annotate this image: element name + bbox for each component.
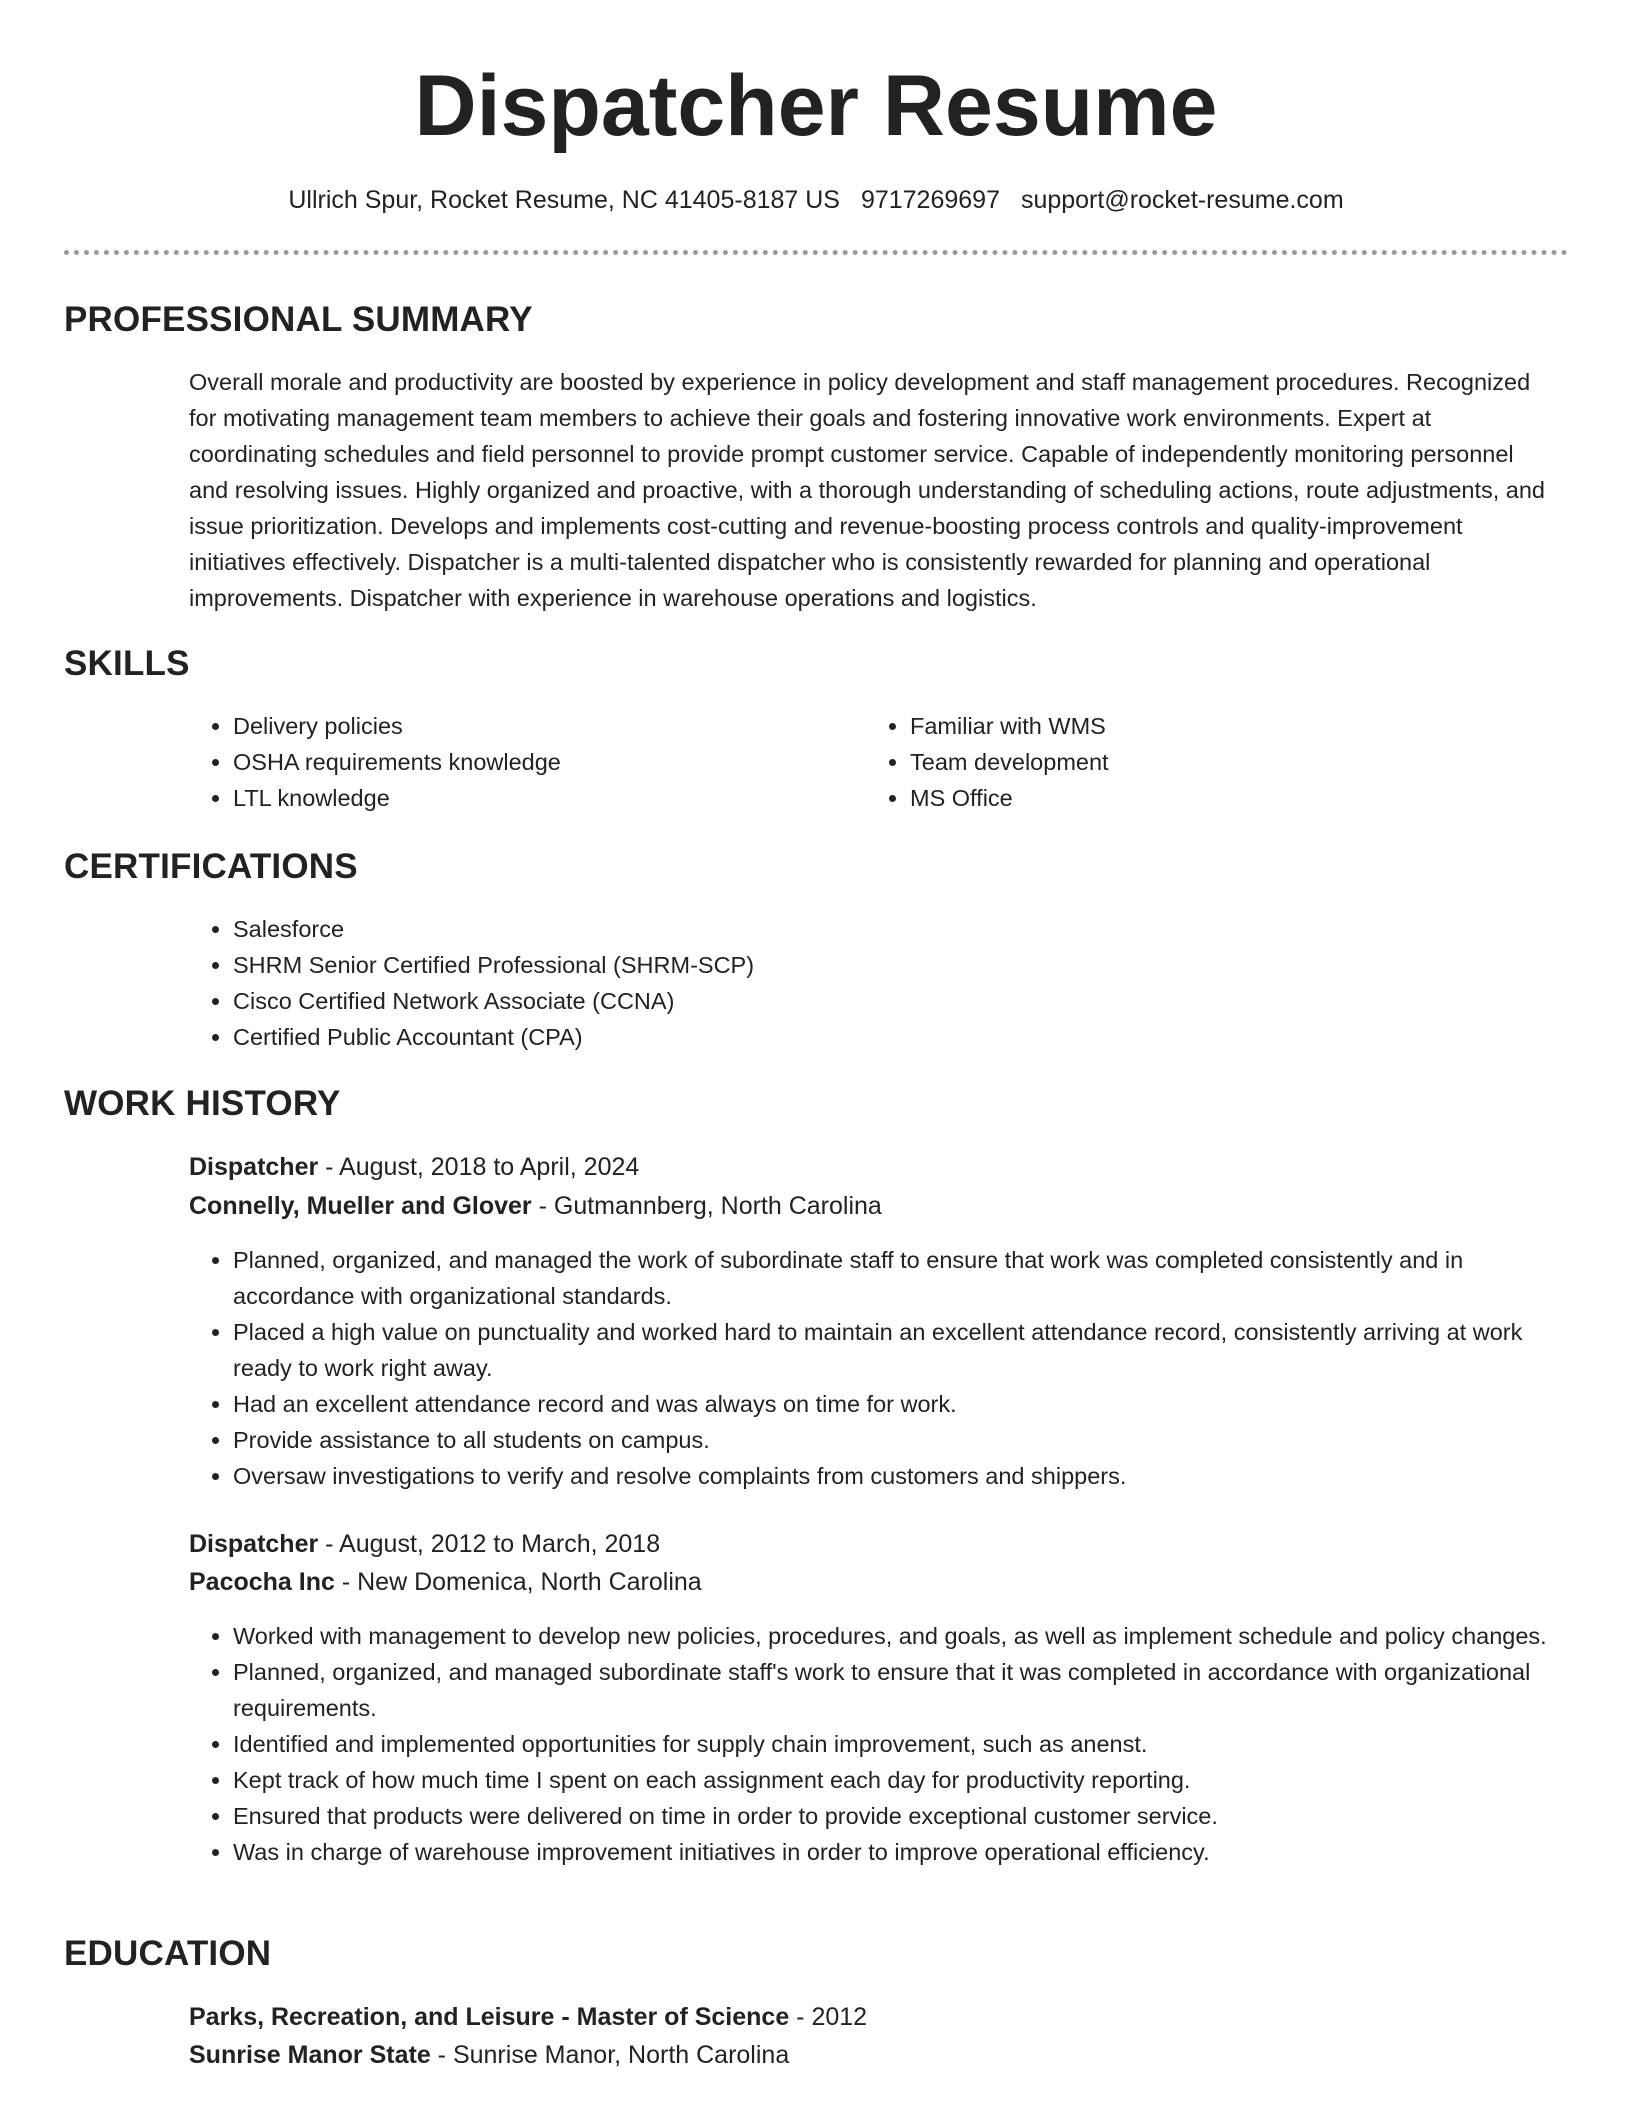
job-bullet: • Ensured that products were delivered on time in order to provide exceptional customer service. (233, 1798, 1569, 1834)
job-1-company-line (189, 1187, 882, 1225)
certification-item: • SHRM Senior Certified Professional (SHRM-SCP) (233, 947, 1569, 983)
education-degree: Parks, Recreation, and Leisure - Master of Science (189, 2003, 790, 2031)
skill-item: • Familiar with WMS (910, 708, 1466, 744)
contact-email: support@rocket-resume.com (1020, 186, 1344, 214)
education-heading: EDUCATION (64, 1934, 272, 1973)
certification-item: • Cisco Certified Network Associate (CCNA) (233, 983, 1569, 1019)
job-bullet: • Placed a high value on punctuality and worked hard to maintain an excellent attendance record, consistently arriving at work ready to work right away. (233, 1314, 1569, 1386)
job-1-title-line (189, 1148, 639, 1186)
education-school: Sunrise Manor State (189, 2041, 431, 2069)
job-2-title-line (189, 1525, 660, 1563)
summary-text: Overall morale and productivity are boosted by experience in policy development and staff management procedures. Recognized for motivating management team members to achieve their goals and fostering innovative work environments. Expert at coordinating schedules and field personnel to provide prompt customer service. Capable of independently monitoring personnel and resolving issues. Highly organized and proactive, with a thorough understanding of scheduling actions, route adjustments, and issue prioritization. Develops and implements cost-cutting and revenue-boosting process controls and quality-improvement initiatives effectively. Dispatcher is a multi-talented dispatcher who is consistently rewarded for planning and operational improvements. Dispatcher with experience in warehouse operations and logistics. (189, 369, 1546, 611)
education-location: - Sunrise Manor, North Carolina (430, 2041, 790, 2069)
job-bullet: • Planned, organized, and managed subordinate staff's work to ensure that it was completed in accordance with organizational requirements. (233, 1654, 1569, 1726)
skill-item: • MS Office (910, 780, 1466, 816)
skill-item: • OSHA requirements knowledge (233, 744, 789, 780)
skills-column-right (866, 708, 1466, 816)
education-degree-line (189, 1998, 867, 2036)
certifications-block (189, 911, 1569, 1055)
job-2-bullets (189, 1618, 1569, 1870)
skills-list-left (189, 708, 789, 816)
skill-item: • LTL knowledge (233, 780, 789, 816)
job-bullet: • Had an excellent attendance record and was always on time for work. (233, 1386, 1569, 1422)
skills-list-right (866, 708, 1466, 816)
contact-line (0, 184, 1632, 216)
certification-item: • Certified Public Accountant (CPA) (233, 1019, 1569, 1055)
job-bullet: • Provide assistance to all students on campus. (233, 1422, 1569, 1458)
certifications-list (189, 911, 1569, 1055)
job-2-dates: - August, 2012 to March, 2018 (318, 1530, 661, 1558)
job-2-title: Dispatcher (189, 1530, 319, 1558)
skill-item: • Team development (910, 744, 1466, 780)
job-2-company: Pacocha Inc (189, 1568, 335, 1596)
job-2-location: - New Domenica, North Carolina (334, 1568, 702, 1596)
job-1-company: Connelly, Mueller and Glover (189, 1192, 532, 1220)
job-bullet: • Was in charge of warehouse improvement initiatives in order to improve operational efficiency. (233, 1834, 1569, 1870)
contact-phone: 9717269697 (860, 186, 1000, 214)
summary-heading: PROFESSIONAL SUMMARY (64, 300, 533, 339)
certification-item: • Salesforce (233, 911, 1569, 947)
job-1-bullet-list (189, 1242, 1569, 1494)
job-2-company-line (189, 1563, 702, 1601)
education-year: - 2012 (789, 2003, 868, 2031)
job-bullet: • Planned, organized, and managed the work of subordinate staff to ensure that work was completed consistently and in accordance with organizational standards. (233, 1242, 1569, 1314)
skills-column-left (189, 708, 789, 816)
job-bullet: • Kept track of how much time I spent on each assignment each day for productivity reporting. (233, 1762, 1569, 1798)
job-1-dates: - August, 2018 to April, 2024 (318, 1153, 640, 1181)
certifications-heading: CERTIFICATIONS (64, 847, 358, 886)
contact-address: Ullrich Spur, Rocket Resume, NC 41405-8187 US (288, 186, 840, 214)
job-2-bullet-list (189, 1618, 1569, 1870)
job-1-location: - Gutmannberg, North Carolina (531, 1192, 882, 1220)
skills-heading: SKILLS (64, 644, 190, 683)
work-heading: WORK HISTORY (64, 1084, 341, 1123)
skill-item: • Delivery policies (233, 708, 789, 744)
job-1-title: Dispatcher (189, 1153, 319, 1181)
job-1-bullets (189, 1242, 1569, 1494)
job-bullet: • Oversaw investigations to verify and resolve complaints from customers and shippers. (233, 1458, 1569, 1494)
job-bullet: • Worked with management to develop new policies, procedures, and goals, as well as implement schedule and policy changes. (233, 1618, 1569, 1654)
job-bullet: • Identified and implemented opportunities for supply chain improvement, such as anenst. (233, 1726, 1569, 1762)
education-school-line (189, 2036, 789, 2074)
resume-title: Dispatcher Resume (414, 58, 1218, 154)
header-divider (64, 250, 1568, 255)
